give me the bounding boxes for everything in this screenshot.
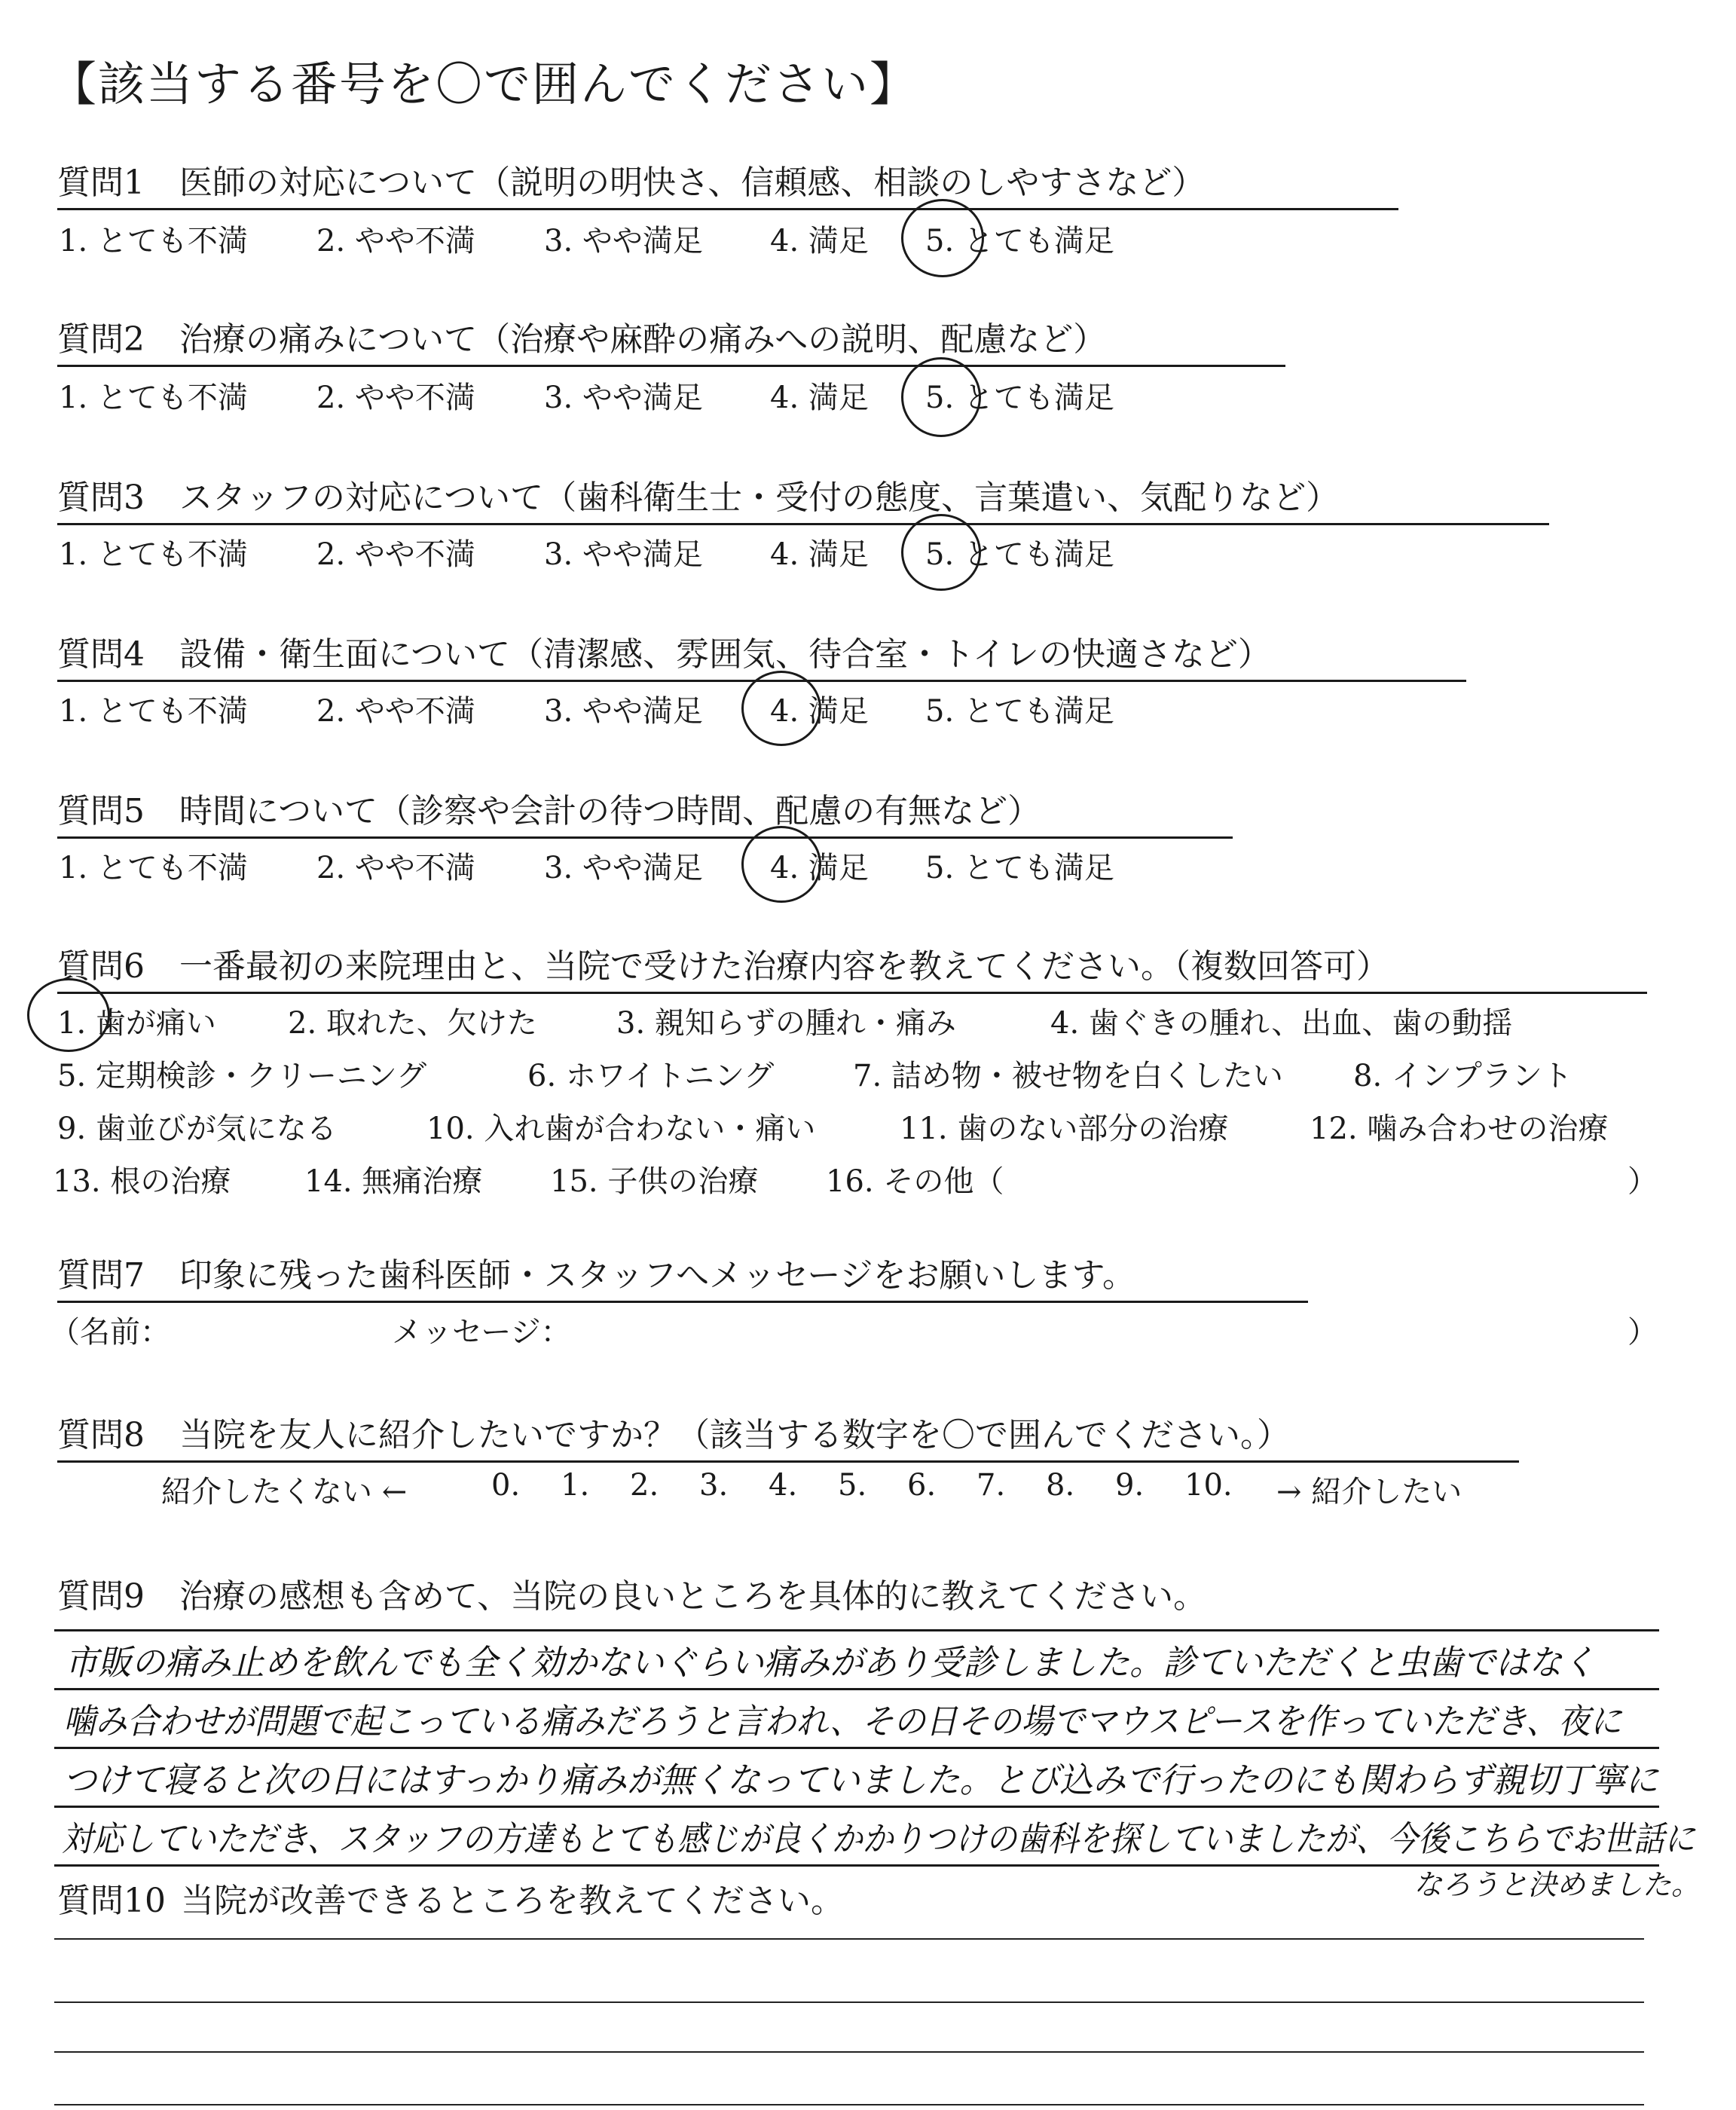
q10-answer-rule <box>54 2051 1644 2053</box>
q9-answer-rule <box>54 1747 1659 1749</box>
q7-close-paren: ） <box>1628 1315 1658 1350</box>
q1-option-2[interactable]: 2. やや不満 <box>316 224 475 258</box>
q6-option-5[interactable]: 5. 定期検診・クリーニング <box>57 1059 427 1093</box>
q4-option-5[interactable]: 5. とても満足 <box>925 694 1114 729</box>
q8-number-6[interactable]: 6. <box>907 1468 937 1503</box>
q8-right-label: → 紹介したい <box>1276 1475 1462 1509</box>
question-8-heading <box>57 1408 1519 1463</box>
q1-option-1[interactable]: 1. とても不満 <box>59 224 248 258</box>
question-6-text: 一番最初の来院理由と、当院で受けた治療内容を教えてください。（複数回答可） <box>179 947 1389 986</box>
q1-option-4[interactable]: 4. 満足 <box>770 224 869 258</box>
q4-option-3[interactable]: 3. やや満足 <box>544 694 703 729</box>
q8-number-10[interactable]: 10. <box>1184 1468 1233 1503</box>
question-7-heading <box>57 1248 1308 1303</box>
question-3-label: 質問3 <box>57 479 145 517</box>
q6-option-16[interactable]: 16. その他（ <box>826 1164 1004 1199</box>
question-10-text: 当院が改善できるところを教えてください。 <box>181 1882 844 1920</box>
q5-option-1[interactable]: 1. とても不満 <box>59 851 248 885</box>
q1-selection-circle <box>901 199 984 277</box>
q6-option-1[interactable]: 1. 歯が痛い <box>57 1006 216 1041</box>
question-9-text: 治療の感想も含めて、当院の良いところを具体的に教えてください。 <box>179 1577 1207 1616</box>
question-2-heading <box>57 312 1285 367</box>
q6-option-11[interactable]: 11. 歯のない部分の治療 <box>900 1112 1229 1146</box>
question-3-text: スタッフの対応について（歯科衛生士・受付の態度、言葉遣い、気配りなど） <box>179 479 1340 517</box>
question-1-heading <box>57 155 1398 210</box>
q6-option-4[interactable]: 4. 歯ぐきの腫れ、出血、歯の動揺 <box>1050 1006 1513 1041</box>
q10-answer-rule <box>54 2104 1644 2105</box>
q8-number-5[interactable]: 5. <box>838 1468 867 1503</box>
question-1-label: 質問1 <box>57 164 145 202</box>
question-4-heading <box>57 627 1466 682</box>
question-2-label: 質問2 <box>57 320 145 359</box>
q9-answer-line-2: 噛み合わせが問題で起こっている痛みだろうと言われ、その日その場でマウスピースを作っていただき、夜に <box>63 1701 1622 1742</box>
q8-number-9[interactable]: 9. <box>1115 1468 1145 1503</box>
question-4-text: 設備・衛生面について（清潔感、雰囲気、待合室・トイレの快適さなど） <box>179 635 1271 674</box>
q6-option-12[interactable]: 12. 噛み合わせの治療 <box>1310 1112 1609 1146</box>
q6-option-14[interactable]: 14. 無痛治療 <box>304 1164 483 1199</box>
q9-answer-rule <box>54 1688 1659 1690</box>
q6-option-13[interactable]: 13. 根の治療 <box>53 1164 231 1199</box>
q5-option-5[interactable]: 5. とても満足 <box>925 851 1114 885</box>
question-1-text: 医師の対応について（説明の明快さ、信頼感、相談のしやすさなど） <box>179 164 1206 202</box>
q4-option-1[interactable]: 1. とても不満 <box>59 694 248 729</box>
question-9-heading <box>57 1569 1206 1617</box>
q8-number-0[interactable]: 0. <box>491 1468 521 1503</box>
q5-option-2[interactable]: 2. やや不満 <box>316 851 475 885</box>
q9-answer-line-1: 市販の痛み止めを飲んでも全く効かないぐらい痛みがあり受診しました。診ていただくと虫歯ではなく <box>65 1642 1596 1683</box>
q9-answer-line-5: なろうと決めました。 <box>1414 1868 1701 1901</box>
page-title: 【該当する番号を〇で囲んでください】 <box>50 57 918 112</box>
q6-selection-circle <box>27 978 110 1052</box>
q7-message-label: メッセージ： <box>392 1315 571 1350</box>
q4-option-2[interactable]: 2. やや不満 <box>316 694 475 729</box>
q10-answer-rule <box>54 1938 1644 1940</box>
q2-option-4[interactable]: 4. 満足 <box>770 381 869 415</box>
q6-option-10[interactable]: 10. 入れ歯が合わない・痛い <box>426 1112 816 1146</box>
question-6-label: 質問6 <box>57 947 145 986</box>
question-8-label: 質問8 <box>57 1416 145 1454</box>
question-9-label: 質問9 <box>57 1577 145 1616</box>
q1-option-5[interactable]: 5. とても満足 <box>925 224 1114 258</box>
question-5-heading <box>57 784 1233 839</box>
q5-option-3[interactable]: 3. やや満足 <box>544 851 703 885</box>
question-5-text: 時間について（診察や会計の待つ時間、配慮の有無など） <box>179 792 1041 830</box>
q2-option-1[interactable]: 1. とても不満 <box>59 381 248 415</box>
question-2-text: 治療の痛みについて（治療や麻酔の痛みへの説明、配慮など） <box>179 320 1107 359</box>
q3-option-4[interactable]: 4. 満足 <box>770 537 869 572</box>
q8-left-label: 紹介したくない ← <box>161 1475 408 1509</box>
question-7-label: 質問7 <box>57 1256 145 1295</box>
q8-number-4[interactable]: 4. <box>769 1468 798 1503</box>
q2-selection-circle <box>901 357 981 437</box>
q3-option-3[interactable]: 3. やや満足 <box>544 537 703 572</box>
question-6-heading <box>57 939 1647 994</box>
q2-option-2[interactable]: 2. やや不満 <box>316 381 475 415</box>
question-10-heading <box>57 1873 844 1922</box>
q6-option-8[interactable]: 8. インプラント <box>1353 1059 1572 1093</box>
q3-option-5[interactable]: 5. とても満足 <box>925 537 1114 572</box>
q5-option-4[interactable]: 4. 満足 <box>770 851 869 885</box>
q4-selection-circle <box>741 671 821 746</box>
question-8-text: 当院を友人に紹介したいですか？（該当する数字を〇で囲んでください。） <box>179 1416 1290 1454</box>
q6-option-7[interactable]: 7. 詰め物・被せ物を白くしたい <box>853 1059 1283 1093</box>
q2-option-3[interactable]: 3. やや満足 <box>544 381 703 415</box>
question-4-label: 質問4 <box>57 635 145 674</box>
q8-number-2[interactable]: 2. <box>630 1468 659 1503</box>
q7-name-label: （名前： <box>50 1315 170 1350</box>
q10-answer-rule <box>54 2001 1644 2003</box>
q3-option-1[interactable]: 1. とても不満 <box>59 537 248 572</box>
q6-option-2[interactable]: 2. 取れた、欠けた <box>288 1006 537 1041</box>
question-3-heading <box>57 470 1549 525</box>
question-7-text: 印象に残った歯科医師・スタッフへメッセージをお願いします。 <box>179 1256 1135 1295</box>
q3-selection-circle <box>901 514 981 591</box>
q9-answer-rule <box>54 1629 1659 1631</box>
q6-other-close-paren: ） <box>1628 1164 1658 1199</box>
q3-option-2[interactable]: 2. やや不満 <box>316 537 475 572</box>
q4-option-4[interactable]: 4. 満足 <box>770 694 869 729</box>
question-5-label: 質問5 <box>57 792 145 830</box>
question-10-label: 質問10 <box>57 1882 166 1920</box>
q5-selection-circle <box>741 826 821 903</box>
q1-option-3[interactable]: 3. やや満足 <box>544 224 703 258</box>
q8-number-3[interactable]: 3. <box>699 1468 729 1503</box>
q8-number-7[interactable]: 7. <box>976 1468 1006 1503</box>
q8-number-8[interactable]: 8. <box>1046 1468 1075 1503</box>
q9-answer-line-4: 対応していただき、スタッフの方達もとても感じが良くかかりつけの歯科を探していましたが、今後こちらでお世話に <box>62 1818 1695 1859</box>
q9-answer-line-3: つけて寝ると次の日にはすっかり痛みが無くなっていました。とび込みで行ったのにも関わらず親切丁寧に <box>63 1760 1659 1800</box>
q6-option-9[interactable]: 9. 歯並びが気になる <box>57 1112 337 1146</box>
q6-option-15[interactable]: 15. 子供の治療 <box>550 1164 759 1199</box>
q9-answer-rule <box>54 1806 1659 1808</box>
q8-number-1[interactable]: 1. <box>561 1468 590 1503</box>
q6-option-6[interactable]: 6. ホワイトニング <box>527 1059 775 1093</box>
q6-option-3[interactable]: 3. 親知らずの腫れ・痛み <box>616 1006 956 1041</box>
q2-option-5[interactable]: 5. とても満足 <box>925 381 1114 415</box>
